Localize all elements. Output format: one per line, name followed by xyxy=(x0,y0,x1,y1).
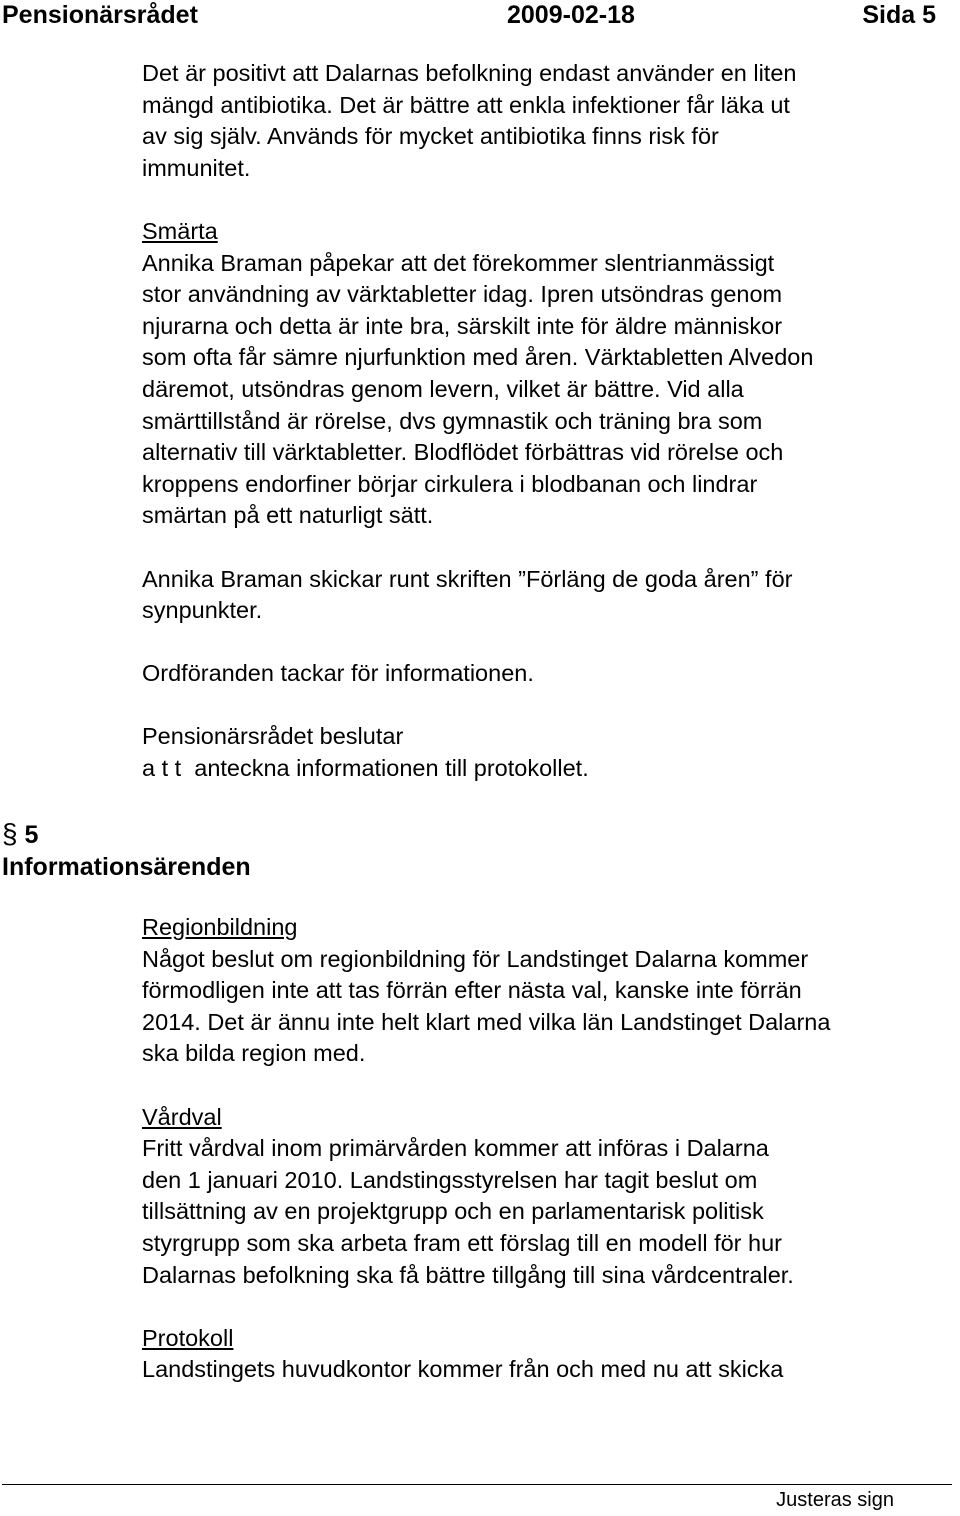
intro-line: mängd antibiotika. Det är bättre att enkla infektioner får läka ut xyxy=(142,91,790,118)
pain-line: som ofta får sämre njurfunktion med åren. Värktabletten Alvedon xyxy=(142,344,814,371)
care-line: den 1 januari 2010. Landstingsstyrelsen har tagit beslut om xyxy=(142,1166,758,1193)
region-line: Något beslut om regionbildning för Landstinget Dalarna kommer xyxy=(142,945,809,972)
header-page-number: Sida 5 xyxy=(862,1,936,29)
region-line: 2014. Det är ännu inte helt klart med vilka län Landstinget Dalarna xyxy=(142,1008,831,1035)
decision-heading: Pensionärsrådet beslutar xyxy=(142,723,404,750)
region-heading: Regionbildning xyxy=(142,914,298,940)
pain-line: smärtan på ett naturligt sätt. xyxy=(142,502,434,529)
section-5-heading xyxy=(2,818,251,883)
top-body-text xyxy=(142,58,954,785)
signature-line xyxy=(2,1484,952,1485)
care-line: tillsättning av en projektgrupp och en parlamentarisk politisk xyxy=(142,1198,764,1225)
signature-label: Justeras sign xyxy=(776,1489,894,1511)
care-line: styrgrupp som ska arbeta fram ett förslag till en modell för hur xyxy=(142,1229,782,1256)
header-date: 2009-02-18 xyxy=(507,1,635,29)
region-line: ska bilda region med. xyxy=(142,1040,366,1067)
brochure-line: Annika Braman skickar runt skriften ”Förläng de goda åren” för xyxy=(142,565,793,592)
section-title: Informationsärenden xyxy=(2,853,251,881)
intro-line: av sig själv. Används för mycket antibiotika finns risk för xyxy=(142,123,719,150)
care-heading: Vårdval xyxy=(142,1103,222,1130)
section-number: 5 xyxy=(24,821,39,849)
pain-heading: Smärta xyxy=(142,217,218,244)
pain-line: njurarna och detta är inte bra, särskilt inte för äldre människor xyxy=(142,312,783,339)
section-5-body xyxy=(142,912,954,1386)
pain-line: Annika Braman påpekar att det förekommer slentrianmässigt xyxy=(142,249,775,276)
protocol-line: Landstingets huvudkontor kommer från och med nu att skicka xyxy=(142,1356,784,1383)
intro-line: immunitet. xyxy=(142,154,251,181)
intro-line: Det är positivt att Dalarnas befolkning endast använder en liten xyxy=(142,60,797,86)
care-line: Dalarnas befolkning ska få bättre tillgång till sina vårdcentraler. xyxy=(142,1261,794,1288)
region-line: förmodligen inte att tas förrän efter nästa val, kanske inte förrän xyxy=(142,977,802,1004)
pain-line: smärttillstånd är rörelse, dvs gymnastik och träning bra som xyxy=(142,407,763,434)
pain-line: kroppens endorfiner börjar cirkulera i blodbanan och lindrar xyxy=(142,470,758,497)
page-header xyxy=(0,0,960,30)
protocol-heading: Protokoll xyxy=(142,1324,234,1351)
section-sign: § xyxy=(2,818,18,849)
pain-line: stor användning av värktabletter idag. Ipren utsöndras genom xyxy=(142,281,783,308)
pain-line: alternativ till värktabletter. Blodflödet förbättras vid rörelse och xyxy=(142,439,784,466)
brochure-line: synpunkter. xyxy=(142,597,263,624)
decision-text: a t t anteckna informationen till protokollet. xyxy=(142,755,589,782)
header-organization: Pensionärsrådet xyxy=(2,1,198,29)
care-line: Fritt vårdval inom primärvården kommer att införas i Dalarna xyxy=(142,1135,769,1162)
pain-line: däremot, utsöndras genom levern, vilket är bättre. Vid alla xyxy=(142,375,744,402)
thanks-line: Ordföranden tackar för informationen. xyxy=(142,660,534,687)
